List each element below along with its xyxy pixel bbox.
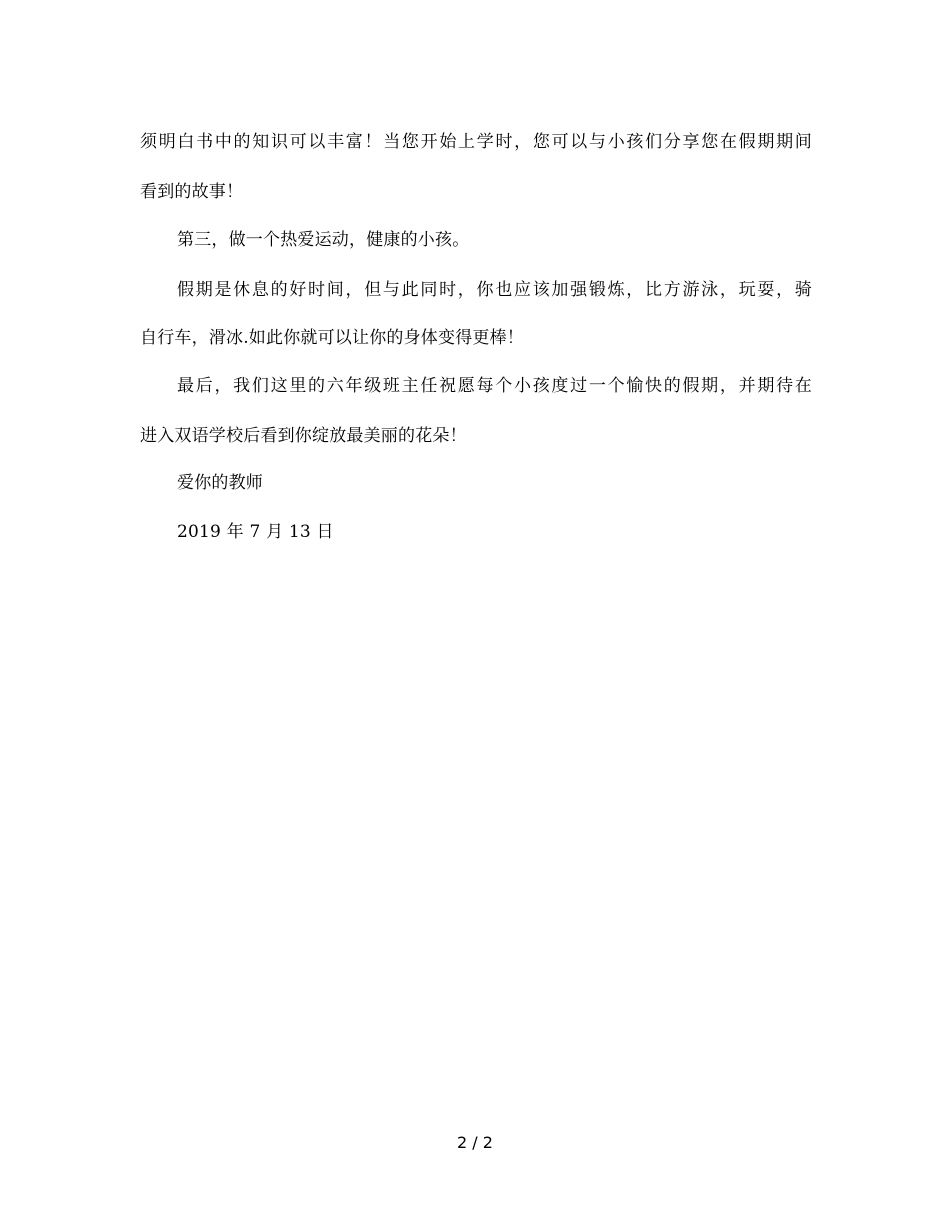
paragraph-line: 自行车，滑冰.如此你就可以让你的身体变得更棒！: [140, 328, 525, 348]
paragraph-line: 假期是休息的好时间，但与此同时，你也应该加强锻炼，比方游泳，玩耍，骑: [177, 280, 812, 300]
paragraph-line: 第三，做一个热爱运动，健康的小孩。: [177, 230, 470, 250]
date-text: 2019 年 7 月 13 日: [177, 522, 334, 542]
paragraph-line: 最后，我们这里的六年级班主任祝愿每个小孩度过一个愉快的假期，并期待在: [177, 376, 812, 396]
page-number: 2 / 2: [457, 1133, 493, 1152]
paragraph-line: 看到的故事！: [140, 182, 244, 202]
signature-text: 爱你的教师: [177, 473, 263, 493]
paragraph-line: 进入双语学校后看到你绽放最美丽的花朵！: [140, 426, 467, 446]
paragraph-line: 须明白书中的知识可以丰富！当您开始上学时，您可以与小孩们分享您在假期期间: [140, 132, 812, 152]
